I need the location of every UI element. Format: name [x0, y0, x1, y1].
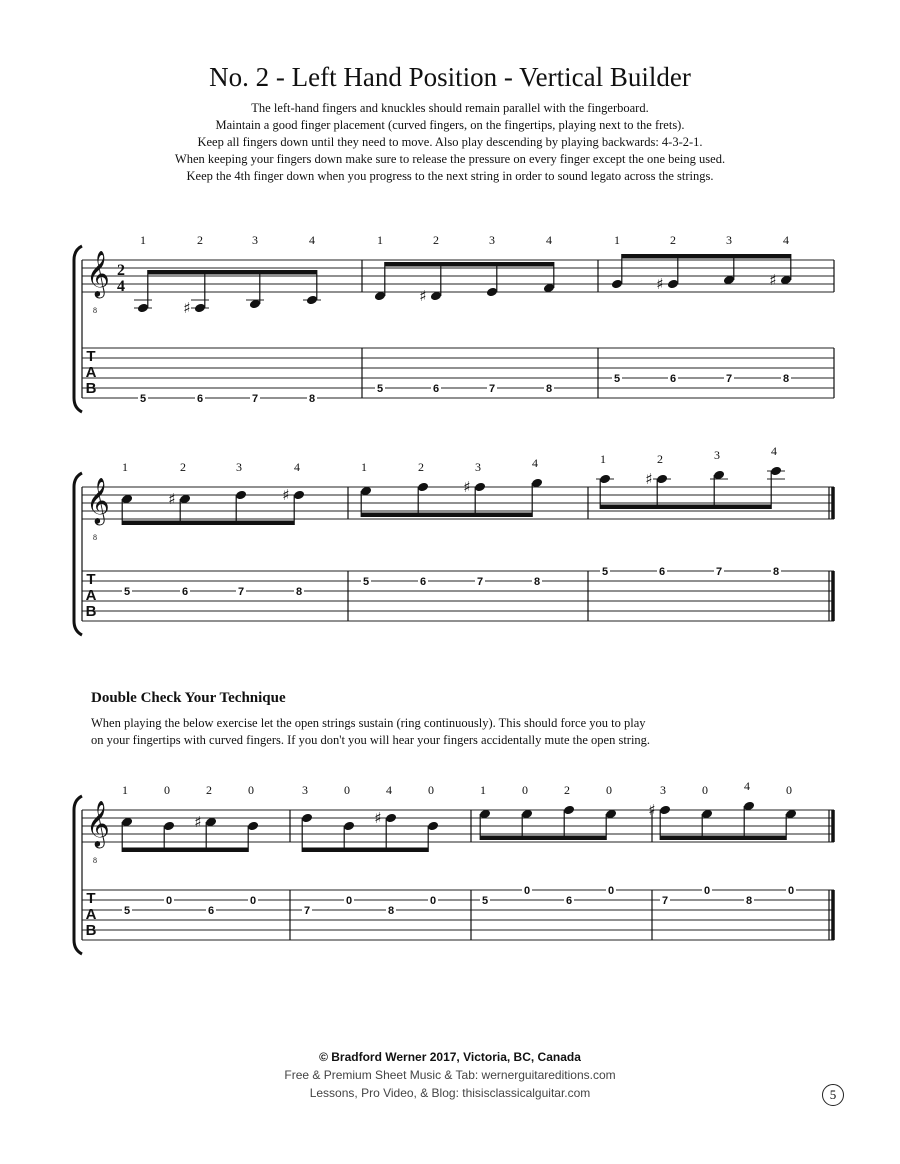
time-signature-numerator: 2: [117, 262, 125, 279]
sharp-sign: ♯: [648, 801, 656, 819]
sharp-sign: ♯: [282, 486, 290, 504]
finger-number: 4: [783, 233, 789, 247]
finger-number: 3: [714, 448, 720, 462]
finger-number: 1: [377, 233, 383, 247]
beam: [361, 513, 532, 518]
technique-line: on your fingertips with curved fingers. If you don't you will hear your fingers accidentally mute the open string.: [91, 733, 651, 747]
page-title: No. 2 - Left Hand Position - Vertical Builder: [209, 62, 691, 92]
finger-number: 3: [236, 460, 242, 474]
footer-lessons-link[interactable]: Lessons, Pro Video, & Blog: thisisclassicalguitar.com: [309, 1086, 591, 1100]
finger-number: 4: [546, 233, 552, 247]
technique-heading: Double Check Your Technique: [91, 690, 286, 706]
system-bracket: [74, 246, 82, 412]
finger-number: 2: [180, 460, 186, 474]
finger-number: 2: [197, 233, 203, 247]
finger-number: 0: [786, 783, 792, 797]
technique-text: [91, 715, 650, 749]
octave-8-marking: 8: [93, 306, 97, 315]
beam: [385, 262, 554, 267]
tab-fret-number: 0: [787, 885, 795, 897]
tab-fret-number: 8: [745, 895, 753, 907]
sharp-sign: ♯: [183, 299, 191, 317]
tab-fret-number: 6: [669, 373, 677, 385]
beam: [122, 848, 248, 853]
finger-number: 0: [522, 783, 528, 797]
finger-number: 3: [302, 783, 308, 797]
tab-fret-number: 0: [607, 885, 615, 897]
tab-fret-number: 8: [782, 373, 790, 385]
tab-fret-number: 0: [165, 895, 173, 907]
instruction-line: The left-hand fingers and knuckles should remain parallel with the fingerboard.: [251, 101, 649, 115]
sharp-sign: ♯: [374, 809, 382, 827]
finger-number: 4: [309, 233, 315, 247]
finger-number: 2: [206, 783, 212, 797]
tab-fret-number: 5: [362, 576, 370, 588]
tab-fret-number: 0: [703, 885, 711, 897]
sharp-sign: ♯: [168, 490, 176, 508]
finger-number: 1: [480, 783, 486, 797]
finger-number: 1: [122, 460, 128, 474]
finger-number: 1: [600, 452, 606, 466]
instruction-line: Maintain a good finger placement (curved fingers, on the fingertips, playing next to the frets).: [215, 118, 685, 132]
tab-fret-number: 8: [387, 905, 395, 917]
tab-fret-number: 0: [345, 895, 353, 907]
finger-number: 0: [164, 783, 170, 797]
finger-number: 3: [252, 233, 258, 247]
finger-number: 0: [428, 783, 434, 797]
tab-fret-number: 0: [249, 895, 257, 907]
tab-fret-number: 5: [376, 383, 384, 395]
sharp-sign: ♯: [419, 287, 427, 305]
tab-fret-number: 8: [545, 383, 553, 395]
instruction-line: When keeping your fingers down make sure to release the pressure on every finger except the one being used.: [174, 152, 726, 166]
tab-clef-letter: B: [85, 380, 97, 397]
tab-fret-number: 8: [772, 566, 780, 578]
system-bracket: [74, 473, 82, 635]
beam: [148, 270, 317, 275]
tab-fret-number: 5: [601, 566, 609, 578]
octave-8-marking: 8: [93, 856, 97, 865]
sharp-sign: ♯: [194, 813, 202, 831]
tab-fret-number: 7: [488, 383, 496, 395]
finger-number: 0: [702, 783, 708, 797]
finger-number: 4: [744, 779, 750, 793]
instruction-line: Keep all fingers down until they need to move. Also play descending by playing backwards: 4-3-2-1.: [197, 135, 703, 149]
tab-fret-number: 7: [303, 905, 311, 917]
beam: [660, 836, 786, 841]
treble-clef-icon: 𝄞: [86, 801, 110, 847]
finger-number: 1: [361, 460, 367, 474]
tab-fret-number: 7: [715, 566, 723, 578]
tab-fret-number: 8: [533, 576, 541, 588]
finger-number: 3: [489, 233, 495, 247]
tab-fret-number: 6: [419, 576, 427, 588]
tab-clef-letter: A: [85, 906, 97, 923]
tab-fret-number: 6: [658, 566, 666, 578]
footer-sheet-music-link[interactable]: Free & Premium Sheet Music & Tab: wernerguitareditions.com: [284, 1068, 616, 1082]
tab-clef-letter: T: [86, 890, 96, 907]
finger-number: 1: [140, 233, 146, 247]
finger-number: 4: [294, 460, 300, 474]
finger-number: 0: [606, 783, 612, 797]
tab-clef-letter: A: [85, 364, 97, 381]
sharp-sign: ♯: [463, 478, 471, 496]
octave-8-marking: 8: [93, 533, 97, 542]
system-bracket: [74, 796, 82, 954]
finger-number: 1: [614, 233, 620, 247]
tab-clef-letter: T: [86, 571, 96, 588]
finger-number: 2: [564, 783, 570, 797]
tab-fret-number: 7: [251, 393, 259, 405]
tab-fret-number: 7: [237, 586, 245, 598]
beam: [622, 254, 791, 259]
instruction-line: Keep the 4th finger down when you progress to the next string in order to sound legato across the strings.: [186, 169, 714, 183]
beam: [600, 505, 771, 510]
tab-fret-number: 6: [565, 895, 573, 907]
tab-fret-number: 5: [613, 373, 621, 385]
sharp-sign: ♯: [769, 271, 777, 289]
tab-clef-letter: T: [86, 348, 96, 365]
finger-number: 2: [670, 233, 676, 247]
finger-number: 4: [771, 444, 777, 458]
tab-clef-letter: B: [85, 603, 97, 620]
beam: [480, 836, 606, 841]
treble-clef-icon: 𝄞: [86, 251, 110, 297]
technique-line: When playing the below exercise let the open strings sustain (ring continuously). This should force you to play: [91, 716, 646, 730]
time-signature-denominator: 4: [117, 278, 125, 295]
tab-fret-number: 5: [123, 586, 131, 598]
tab-fret-number: 7: [661, 895, 669, 907]
finger-number: 3: [475, 460, 481, 474]
finger-number: 4: [532, 456, 538, 470]
tab-fret-number: 7: [725, 373, 733, 385]
sharp-sign: ♯: [656, 275, 664, 293]
beam: [302, 848, 428, 853]
finger-number: 3: [726, 233, 732, 247]
footer: [0, 1048, 900, 1102]
tab-fret-number: 6: [196, 393, 204, 405]
copyright-notice: © Bradford Werner 2017, Victoria, BC, Canada: [319, 1050, 581, 1064]
beam: [122, 521, 294, 526]
finger-number: 4: [386, 783, 392, 797]
treble-clef-icon: 𝄞: [86, 478, 110, 524]
sharp-sign: ♯: [645, 470, 653, 488]
finger-number: 1: [122, 783, 128, 797]
finger-number: 3: [660, 783, 666, 797]
tab-fret-number: 6: [432, 383, 440, 395]
finger-number: 2: [433, 233, 439, 247]
tab-fret-number: 5: [481, 895, 489, 907]
tab-fret-number: 8: [295, 586, 303, 598]
tab-fret-number: 0: [523, 885, 531, 897]
page-number: 5: [822, 1084, 844, 1106]
tab-fret-number: 5: [123, 905, 131, 917]
finger-number: 2: [657, 452, 663, 466]
tab-fret-number: 6: [181, 586, 189, 598]
finger-number: 0: [344, 783, 350, 797]
tab-fret-number: 0: [429, 895, 437, 907]
tab-clef-letter: B: [85, 922, 97, 939]
finger-number: 0: [248, 783, 254, 797]
tab-fret-number: 5: [139, 393, 147, 405]
tab-clef-letter: A: [85, 587, 97, 604]
tab-fret-number: 7: [476, 576, 484, 588]
tab-fret-number: 6: [207, 905, 215, 917]
finger-number: 2: [418, 460, 424, 474]
tab-fret-number: 8: [308, 393, 316, 405]
